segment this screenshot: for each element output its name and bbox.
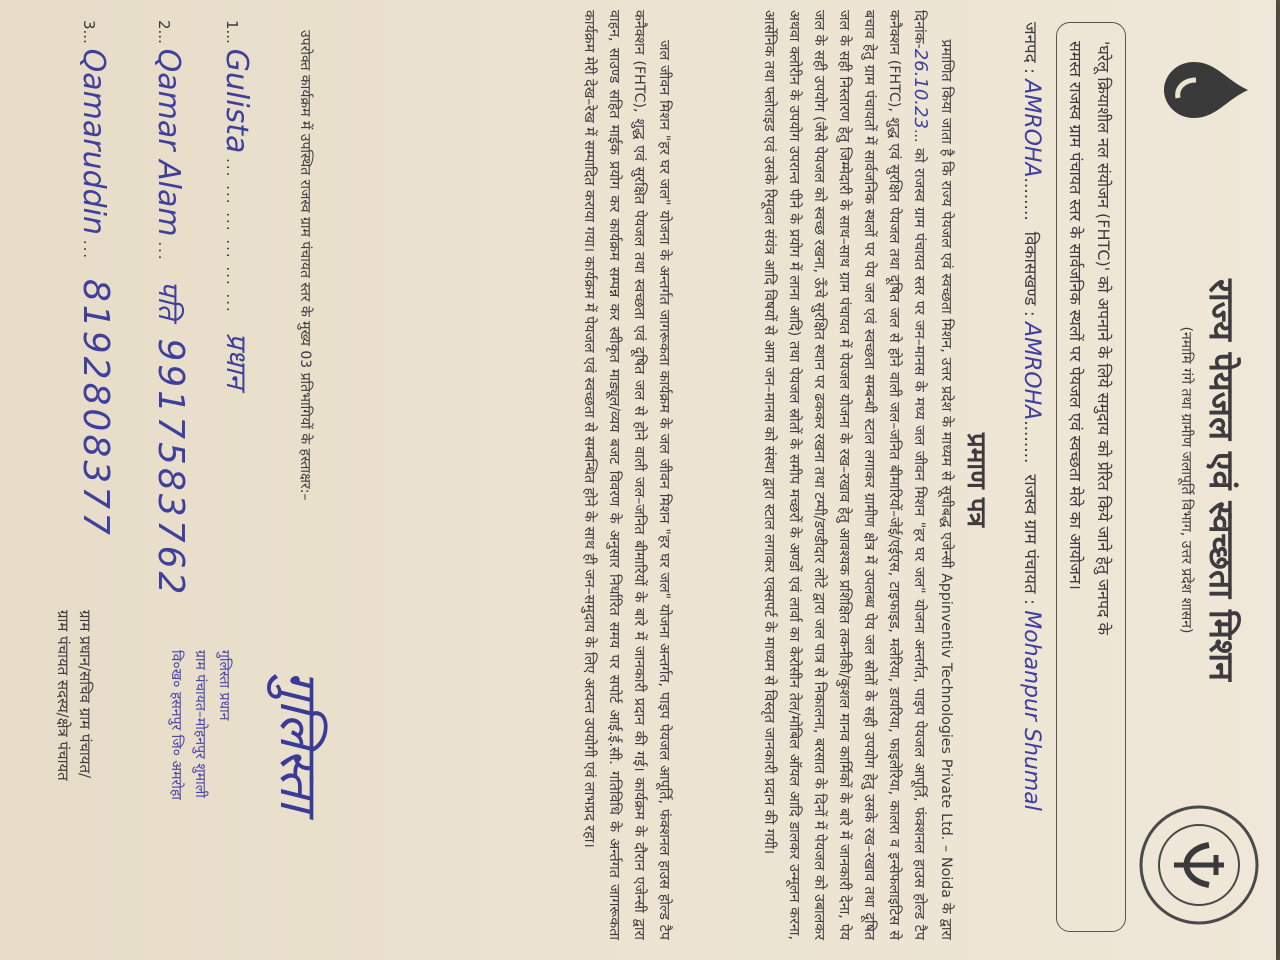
gram-panchayat-label: राजस्व ग्राम पंचायत : — [1020, 474, 1040, 605]
para1-body: ... को राजस्व ग्राम पंचायत स्तर पर जन–मानस के मध्य जल जीवन मिशन "हर घर जल" योजना अन्तर्गत, पाइप पेयजल आपूर्ति, फंक्शनल हाउस होल्ड टैप कनैक्शन (FHTC), शुद्ध एवं सुरक्षित पेयजल तथा दूषित जल से होने वाली जल–जनित बीमारियों–जेई/एईएस, टाइफाइड, मलेरिया, डायरिया, फाइलेरिया, कालरा व इन्सेफलाइटिस से बचाव हेतु ग्राम पंचायतों में सार्वजनिक स्थलों पर पेय जल एवं स्वच्छता सम्बन्धी स्टाल लगाकर ग्रामीण क्षेत्र में उपलब्ध पेय जल स्रोतों के सही उपयोग हेतु उसके रख–रखाव तथा दूषित जल के सही निस्तारण हेतु जिम्मेदारी के साथ–साथ ग्राम पंचायत में पेयजल योजना के रख–रखाव हेतु आवश्यक प्रशिक्षित तकनीकी/कुशल मानव कार्मिकों के बारे में जानकारी देना, पेय जल के सही उपयोग (जैसे पेयजल को स्वच्छ रखना, ऊँचे सुरक्षित स्थान पर ढककर रखना तथा टम्पी/डण्डीदार लोटे द्वारा जल पात्र से निकालना, बरसात के दिनों में पेयजल को उबालकर अथवा क्लोरीन के उपयोग उपरान्त पीने के प्रयोग में लाना आदि) तथा पेयजल स्रोतों के समीप मच्छरों के अण्डों एवं लार्वा का केरोसीन तेल/मोबिल ऑयल आदि डालकर उन्मूलन करना, आर्सेनिक तथा फ्लोराइड एवं उसके रिमूवल संयंत्र आदि विषयों से आम जन–मानस को संस्था द्वारा स्टाल लगाकर एक्सपर्ट के माध्यम से विस्तृत जानकारी प्रदान की गयी। — [761, 10, 927, 940]
witness-row-3 — [56, 20, 116, 640]
witness-3-phone: 8192808377 — [75, 278, 116, 538]
gram-panchayat-value: Mohanpur Shumal — [1019, 610, 1044, 811]
handwritten-signature: गुलिस्ता — [268, 670, 328, 812]
designation-line-1: ग्राम प्रधान/सचिव ग्राम पंचायत/ — [76, 610, 94, 779]
subject-line-1: 'घरेलू क्रियाशील नल संयोजन (FHTC)' को अपनाने के लिये समुदाय को प्रेरित किये जाने हेतु जनपद के — [1094, 41, 1113, 635]
witness-2-phone: 9917583762 — [150, 338, 191, 598]
witness-row-1 — [196, 20, 256, 640]
signature-block — [96, 640, 346, 940]
witness-intro: उपरोक्त कार्यक्रम में उपस्थित राजस्व ग्राम पंचायत स्तर के मुख्य 03 प्रतिभागियों के हस्ताक्षर:– — [297, 30, 313, 501]
witness-1-name: Gulista — [219, 48, 254, 154]
har-ghar-jal-logo — [1146, 30, 1256, 150]
subject-line-2: समस्त राजस्व ग्राम पंचायत स्तर के सार्वजनिक स्थलों पर पेयजल एवं स्वच्छता मेले का आयोजन। — [1066, 41, 1085, 590]
witness-3-name: Qamaruddin — [76, 48, 111, 236]
para2-body: जल जीवन मिशन "हर घर जल" योजना के अन्तर्गत जागरूकता कार्यक्रम के जल जीवन मिशन "हर घर जल" योजना अन्तर्गत, पाइप पेयजल आपूर्ति, फंक्शनल हाउस होल्ड टैप कनैक्शन (FHTC), शुद्ध एवं सुरक्षित पेयजल तथा स्वच्छता एवं दूषित जल से होने वाली जल–जनित बीमारियों के बारे में जानकारी प्रदान की गई। कार्यक्रम के दौरान एजेन्सी द्वारा वाहन, साउण्ड सहित माईक प्रयोग कर कार्यक्रम सम्पन्न कर स्वीकृत माड्यूल/व्यय बजट विवरण के अनुसार निर्धारित समय पर सपोर्ट आई.ई.सी. गतिविधि के अर्न्तगत जागरूकता कार्यक्रम मेरी देख–रेख में सम्पादित कराया गया। कार्यक्रम में पेयजल एवं स्वच्छता से सम्बन्धित होने के साथ ही जन–समुदाय के लिए अत्यन्त उपयोगी एवं लाभप्रद रहा। — [581, 10, 672, 940]
para1-intro: प्रमाणित किया जाता है कि राज्य पेयजल एवं स्वच्छता मिशन, उत्तर प्रदेश के माध्यम से सूचीबद्ध एजेन्सी Appinventiv Technologies Private Ltd. – Noida के द्वारा दिनांक- — [911, 10, 954, 940]
witness-2-dots: ... — [155, 241, 173, 262]
location-line — [1004, 22, 1044, 942]
certificate-paragraph-1 — [756, 10, 958, 940]
page-subtitle: (नमामि गंगे तथा ग्रामीण जलापूर्ति विभाग, उत्तर प्रदेश शासन) — [1178, 326, 1194, 634]
witness-2-number: 2... — [155, 20, 173, 44]
witness-3-number: 3... — [80, 20, 98, 44]
witness-3-dots: ... — [80, 239, 98, 261]
block-label: विकासखण्ड : — [1020, 231, 1040, 317]
stamp-line-1: गुलिस्ता प्रधान — [216, 650, 232, 721]
subject-box — [1056, 22, 1126, 932]
stamp-line-2: ग्राम पंचायत–मोहनपुर शुमाली — [192, 650, 208, 798]
district-label: जनपद : — [1020, 22, 1040, 74]
witness-2-role: पति — [152, 280, 185, 320]
stamp-line-3: वि०ख० हसनपुर जि० अमरोहा — [168, 650, 184, 800]
page-title: राज्य पेयजल एवं स्वच्छता मिशन — [1201, 278, 1241, 682]
signatory-designation — [52, 610, 96, 950]
witness-1-role: प्रधान — [220, 332, 253, 389]
certificate-paragraph-2 — [576, 10, 676, 940]
witness-2-name: Qamar Alam — [151, 48, 186, 237]
witness-1-dots: ... ... ... ... ... ... — [223, 158, 241, 314]
block-value: AMROHA — [1019, 321, 1044, 421]
event-date: 26.10.23 — [910, 48, 931, 129]
certificate-heading: प्रमाण पत्र — [961, 432, 991, 528]
block-dots: ........ — [1020, 420, 1040, 464]
pradhan-stamp — [164, 650, 236, 940]
district-value: AMROHA — [1019, 79, 1044, 178]
district-dots: ........ — [1020, 177, 1040, 221]
designation-line-2: ग्राम पंचायत सदस्य/क्षेत्र पंचायत — [54, 610, 72, 781]
witness-row-2 — [131, 20, 191, 640]
witness-1-number: 1... — [223, 20, 241, 44]
up-government-seal — [1134, 800, 1264, 930]
